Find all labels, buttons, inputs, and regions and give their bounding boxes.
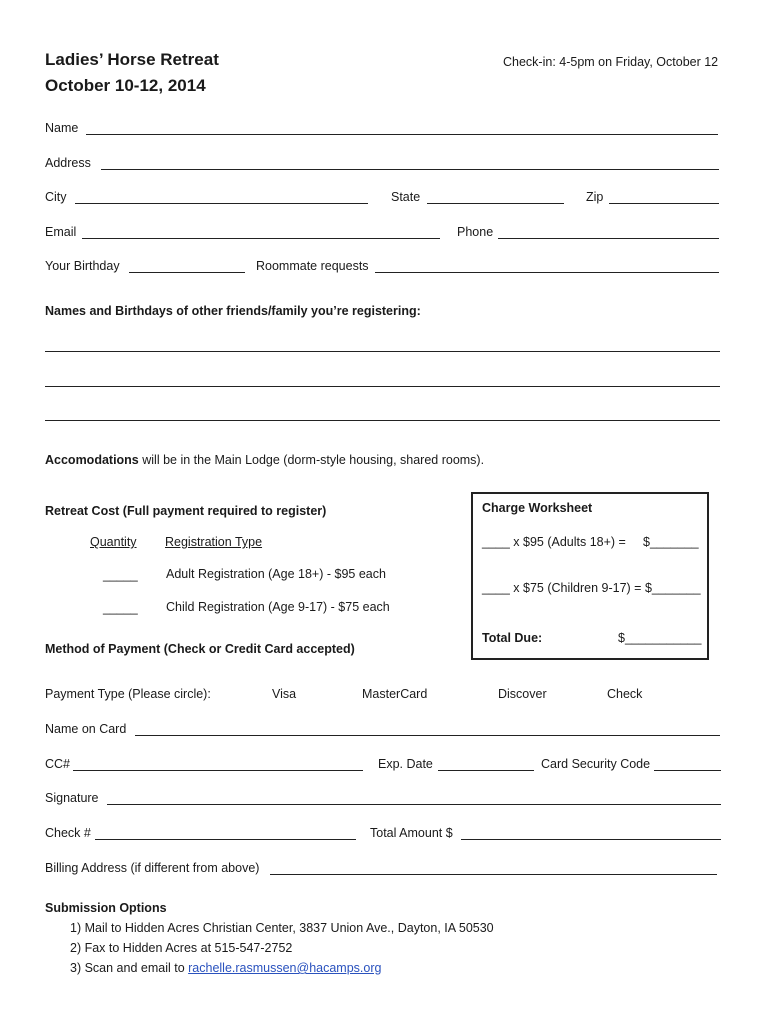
- signature-label: Signature: [45, 791, 99, 805]
- form-title: Ladies’ Horse Retreat: [45, 50, 219, 69]
- name-on-card-field[interactable]: [135, 735, 720, 736]
- checkin-time: Check-in: 4-5pm on Friday, October 12: [503, 55, 719, 69]
- accommodations-bold: Accomodations: [45, 453, 139, 467]
- payment-type-label: Payment Type (Please circle):: [45, 687, 211, 701]
- quantity-header: Quantity: [90, 535, 137, 549]
- child-quantity-field[interactable]: _____: [103, 601, 138, 615]
- exp-date-label: Exp. Date: [378, 757, 433, 771]
- zip-label: Zip: [586, 190, 604, 204]
- total-due-label: Total Due:: [482, 631, 543, 645]
- cc-label: CC#: [45, 757, 71, 771]
- payment-method-heading: Method of Payment (Check or Credit Card accepted): [45, 642, 355, 656]
- phone-field[interactable]: [498, 238, 719, 239]
- payment-option-mastercard[interactable]: MasterCard: [362, 687, 428, 701]
- others-heading: Names and Birthdays of other friends/family you’re registering:: [45, 304, 421, 318]
- zip-field[interactable]: [609, 203, 719, 204]
- charge-worksheet-title: Charge Worksheet: [482, 501, 593, 515]
- submission-email-prefix: 3) Scan and email to: [70, 961, 189, 975]
- cc-field[interactable]: [73, 770, 363, 771]
- city-field[interactable]: [75, 203, 368, 204]
- total-amount-label: Total Amount $: [370, 826, 453, 840]
- name-on-card-label: Name on Card: [45, 722, 127, 736]
- check-number-label: Check #: [45, 826, 91, 840]
- others-line-2[interactable]: [45, 386, 720, 387]
- billing-address-field[interactable]: [270, 874, 717, 875]
- payment-option-discover[interactable]: Discover: [498, 687, 547, 701]
- name-field[interactable]: [86, 134, 718, 135]
- child-registration: Child Registration (Age 9-17) - $75 each: [166, 600, 390, 614]
- security-code-field[interactable]: [654, 770, 721, 771]
- adult-registration: Adult Registration (Age 18+) - $95 each: [166, 567, 386, 581]
- registration-type-header: Registration Type: [165, 535, 263, 549]
- email-field[interactable]: [82, 238, 440, 239]
- total-amount-field[interactable]: [461, 839, 721, 840]
- adult-charge-line: ____ x $95 (Adults 18+) =: [482, 535, 626, 549]
- submission-fax: 2) Fax to Hidden Acres at 515-547-2752: [70, 941, 293, 955]
- submission-email: [70, 961, 381, 975]
- address-label: Address: [45, 156, 91, 170]
- payment-option-check[interactable]: Check: [607, 687, 643, 701]
- submission-heading: Submission Options: [45, 901, 167, 915]
- email-label: Email: [45, 225, 77, 239]
- billing-address-label: Billing Address (if different from above): [45, 861, 260, 875]
- birthday-field[interactable]: [129, 272, 245, 273]
- accommodations-rest: will be in the Main Lodge (dorm-style housing, shared rooms).: [138, 453, 485, 467]
- security-code-label: Card Security Code: [541, 757, 651, 771]
- adult-quantity-field[interactable]: _____: [103, 568, 138, 582]
- email-link[interactable]: rachelle.rasmussen@hacamps.org: [188, 961, 382, 975]
- exp-date-field[interactable]: [438, 770, 534, 771]
- phone-label: Phone: [457, 225, 494, 239]
- others-line-1[interactable]: [45, 351, 720, 352]
- submission-mail: 1) Mail to Hidden Acres Christian Center, 3837 Union Ave., Dayton, IA 50530: [70, 921, 494, 935]
- signature-field[interactable]: [107, 804, 721, 805]
- roommate-label: Roommate requests: [256, 259, 369, 273]
- adult-charge-amount[interactable]: $_______: [643, 535, 699, 549]
- address-field[interactable]: [101, 169, 719, 170]
- others-line-3[interactable]: [45, 420, 720, 421]
- roommate-field[interactable]: [375, 272, 719, 273]
- child-charge-line[interactable]: ____ x $75 (Children 9-17) = $_______: [482, 581, 701, 595]
- form-dates: October 10-12, 2014: [45, 76, 206, 95]
- name-label: Name: [45, 121, 79, 135]
- accommodations-note: [45, 453, 484, 467]
- city-label: City: [45, 190, 67, 204]
- state-label: State: [391, 190, 421, 204]
- payment-option-visa[interactable]: Visa: [272, 687, 297, 701]
- cost-heading: Retreat Cost (Full payment required to register): [45, 504, 327, 518]
- state-field[interactable]: [427, 203, 564, 204]
- total-due-amount[interactable]: $___________: [618, 631, 702, 645]
- check-number-field[interactable]: [95, 839, 356, 840]
- birthday-label: Your Birthday: [45, 259, 120, 273]
